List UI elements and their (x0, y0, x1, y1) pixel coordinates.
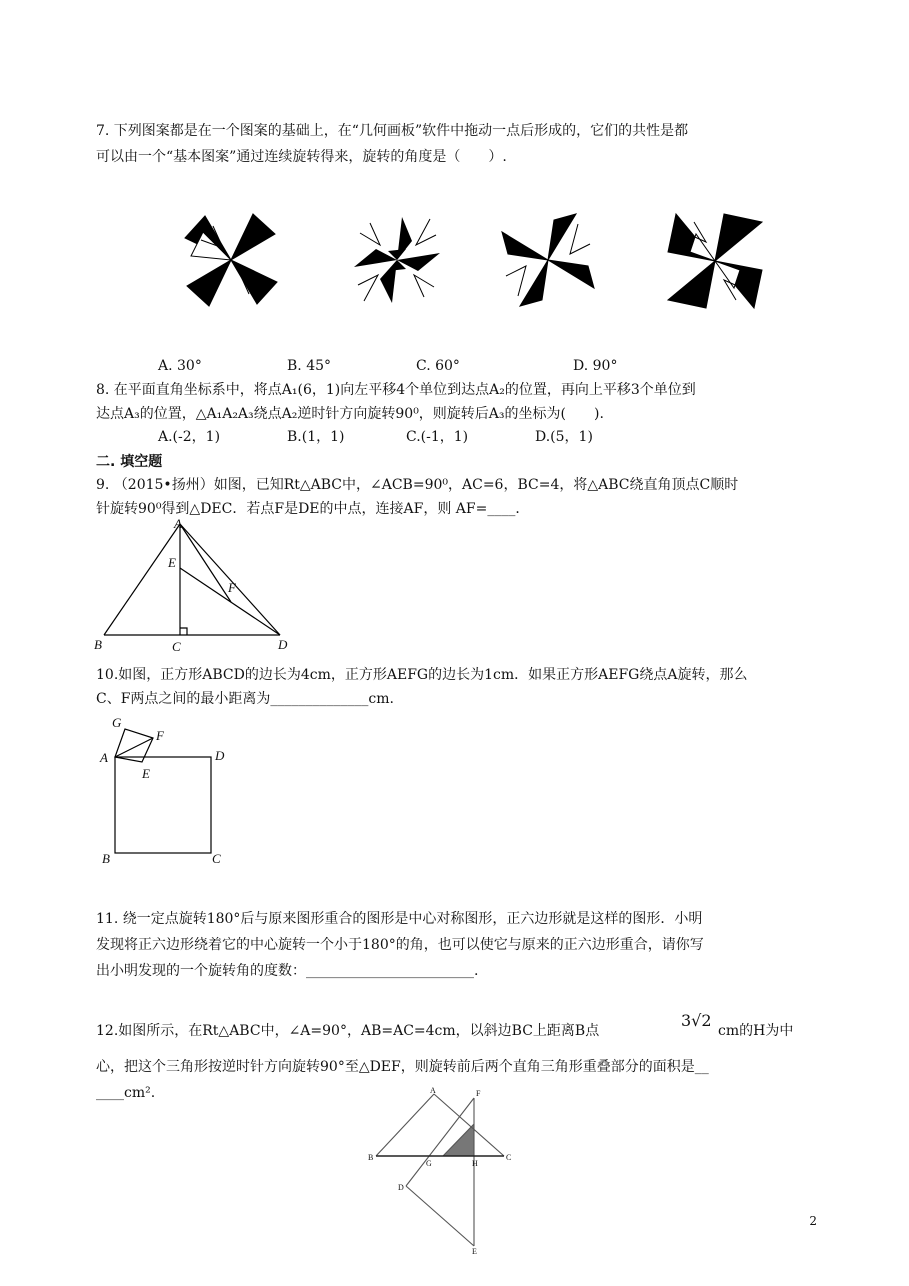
q7-line-1: 7. 下列图案都是在一个图案的基础上，在“几何画板”软件中拖动一点后形成的，它们的共性是都 (96, 123, 689, 139)
q10-label-c: C (212, 851, 221, 866)
q9-label-c: C (172, 639, 181, 654)
q10-label-d: D (215, 748, 225, 763)
q7-option-b: B. 45° (287, 358, 332, 374)
q11-line-2: 发现将正六边形绕着它的中心旋转一个小于180°的角，也可以使它与原来的正六边形重合，请你写 (96, 937, 704, 953)
page-number: 2 (809, 1214, 817, 1228)
q10-line-2: C、F两点之间的最小距离为______________cm. (96, 691, 394, 707)
pinwheel-figure-a (183, 212, 279, 308)
q10-line-1: 10.如图，正方形ABCD的边长为4cm，正方形AEFG的边长为1cm．如果正方形AEFG绕点A旋转，那么 (96, 667, 748, 683)
q7-option-d: D. 90° (573, 358, 618, 374)
pinwheel-figure-d (666, 212, 764, 310)
q8-option-a: A.(-2，1) (158, 429, 221, 445)
q12-label-f: F (476, 1089, 481, 1098)
pinwheel-figure-b (350, 215, 444, 305)
q11-line-3: 出小明发现的一个旋转角的度数：________________________. (96, 963, 479, 979)
q12-label-a: A (430, 1086, 436, 1095)
q7-option-c: C. 60° (416, 358, 460, 374)
section-heading: 二. 填空题 (96, 454, 163, 470)
q12-line-2: 心，把这个三角形按逆时针方向旋转90°至△DEF，则旋转前后两个直角三角形重叠部分的面积是__ (96, 1059, 709, 1075)
q9-label-e: E (168, 555, 176, 570)
q8-line-1: 8. 在平面直角坐标系中，将点A₁(6，1)向左平移4个单位到达点A₂的位置，再向上平移3个单位到 (96, 382, 696, 398)
q10-label-a: A (100, 750, 108, 765)
q12-radical: 3√2 (681, 1011, 712, 1030)
q9-label-f: F (228, 580, 236, 595)
q10-label-g: G (112, 715, 122, 730)
q10-label-f: F (156, 728, 164, 743)
q12-label-g: G (426, 1159, 432, 1168)
pinwheel-figure-c (500, 212, 596, 308)
q9-label-d: D (278, 637, 288, 652)
q10-squares-diagram (96, 712, 236, 872)
q8-line-2: 达点A₃的位置，△A₁A₂A₃绕点A₂逆时针方向旋转90⁰，则旋转后A₃的坐标为( ). (96, 406, 604, 422)
q9-line-1: 9. （2015•扬州）如图，已知Rt△ABC中，∠ACB=90⁰，AC=6，BC=4，将△ABC绕直角顶点C顺时 (96, 477, 739, 493)
q12-label-c: C (506, 1153, 512, 1162)
q12-line-1b: cm的H为中 (718, 1023, 794, 1039)
q8-option-c: C.(-1，1) (406, 429, 469, 445)
q9-label-a: A (174, 516, 182, 531)
q9-line-2: 针旋转90⁰得到△DEC．若点F是DE的中点，连接AF，则 AF=____． (96, 501, 530, 517)
q12-rotation-diagram (364, 1086, 524, 1256)
q8-option-b: B.(1，1) (287, 429, 345, 445)
q7-option-a: A. 30° (158, 358, 202, 374)
q12-line-3: ____cm². (96, 1085, 156, 1101)
q10-label-e: E (142, 766, 150, 781)
q9-label-b: B (94, 637, 102, 652)
q12-line-1a: 12.如图所示，在Rt△ABC中，∠A=90°，AB=AC=4cm，以斜边BC上距离B点 (96, 1023, 600, 1039)
q11-line-1: 11. 绕一定点旋转180°后与原来图形重合的图形是中心对称图形，正六边形就是这样的图形．小明 (96, 911, 703, 927)
q9-triangle-diagram (90, 516, 300, 656)
q12-label-h: H (472, 1159, 478, 1168)
q7-line-2: 可以由一个“基本图案”通过连续旋转得来，旋转的角度是（ ）. (96, 149, 507, 165)
q12-label-d: D (398, 1183, 404, 1192)
q8-option-d: D.(5，1) (535, 429, 593, 445)
q10-label-b: B (102, 851, 110, 866)
q12-label-b: B (368, 1153, 374, 1162)
q12-label-e: E (472, 1247, 477, 1256)
